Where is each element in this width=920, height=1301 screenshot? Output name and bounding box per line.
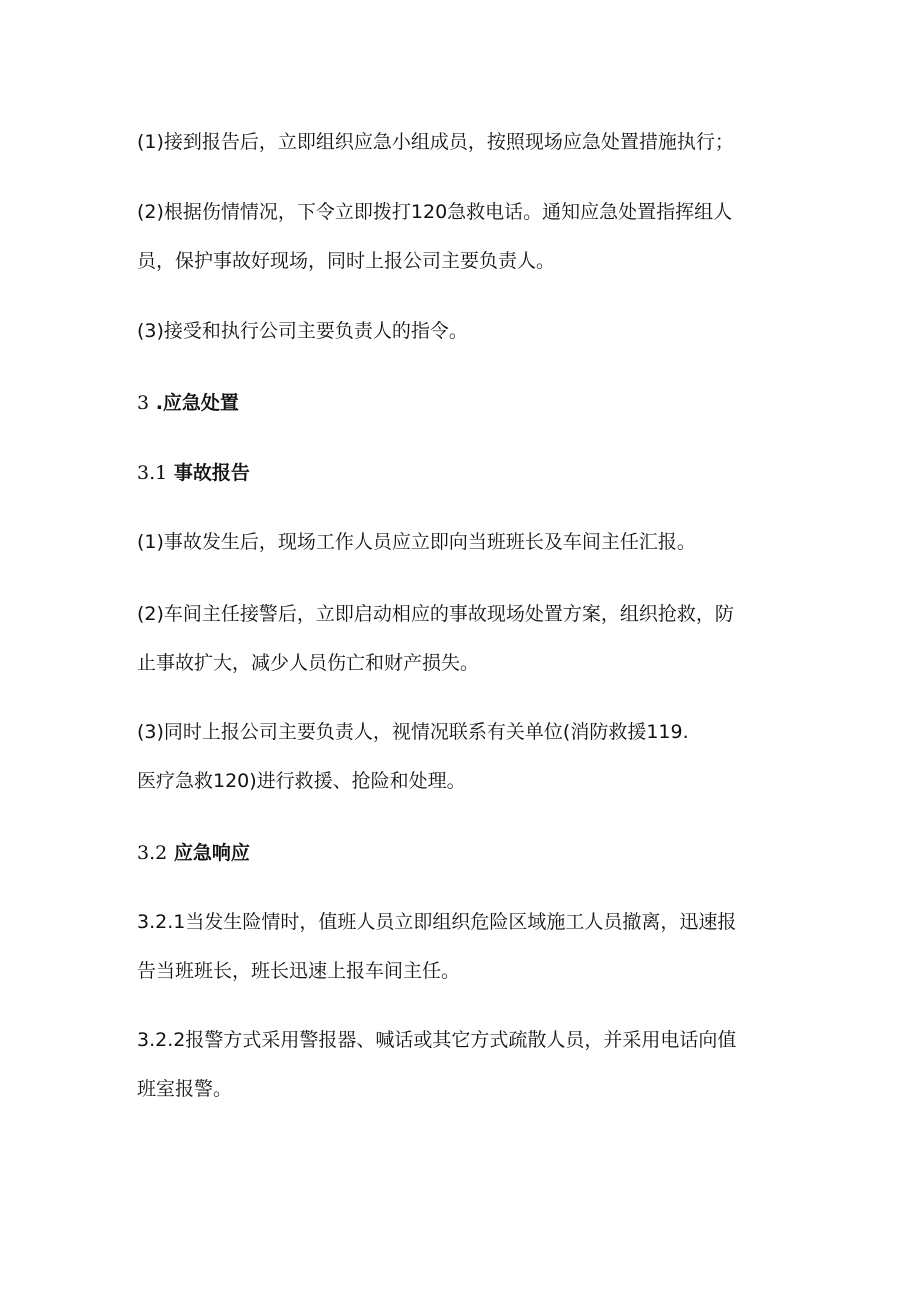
paragraph-5-line-1: (2)车间主任接警后，立即启动相应的事故现场处置方案，组织抢救，防 — [137, 603, 734, 625]
section-heading-3-title: .应急处置 — [149, 392, 239, 414]
paragraph-2-line-2: 员，保护事故好现场，同时上报公司主要负责人。 — [137, 250, 556, 272]
paragraph-8 — [137, 1016, 797, 1114]
section-heading-3-number: 3 — [137, 392, 150, 414]
paragraph-2 — [137, 188, 797, 286]
paragraph-3 — [137, 307, 797, 356]
section-heading-3-2 — [137, 838, 250, 868]
paragraph-1-line-1: (1)接到报告后，立即组织应急小组成员，按照现场应急处置措施执行； — [137, 131, 734, 153]
paragraph-7 — [137, 898, 797, 996]
paragraph-8-line-2: 班室报警。 — [137, 1078, 233, 1100]
paragraph-7-line-1: 3.2.1当发生险情时，值班人员立即组织危险区域施工人员撤离，迅速报 — [137, 911, 737, 933]
paragraph-4 — [137, 518, 797, 567]
section-heading-3-1 — [137, 458, 250, 488]
paragraph-8-line-1: 3.2.2报警方式采用警报器、喊话或其它方式疏散人员，并采用电话向值 — [137, 1029, 737, 1051]
section-heading-3 — [137, 388, 239, 418]
paragraph-6 — [137, 708, 797, 806]
section-heading-3-2-number: 3.2 — [137, 842, 168, 864]
paragraph-1 — [137, 118, 797, 167]
section-heading-3-2-title: 应急响应 — [167, 842, 250, 864]
section-heading-3-1-title: 事故报告 — [167, 462, 250, 484]
paragraph-5-line-2: 止事故扩大，减少人员伤亡和财产损失。 — [137, 652, 480, 674]
paragraph-6-line-1: (3)同时上报公司主要负责人，视情况联系有关单位(消防救援119. — [137, 721, 689, 743]
section-heading-3-1-number: 3.1 — [137, 462, 168, 484]
paragraph-4-line-1: (1)事故发生后，现场工作人员应立即向当班班长及车间主任汇报。 — [137, 531, 696, 553]
paragraph-2-line-1: (2)根据伤情情况，下令立即拨打120急救电话。通知应急处置指挥组人 — [137, 201, 733, 223]
paragraph-6-line-2: 医疗急救120)进行救援、抢险和处理。 — [137, 770, 466, 792]
paragraph-5 — [137, 590, 797, 688]
paragraph-3-line-1: (3)接受和执行公司主要负责人的指令。 — [137, 320, 468, 342]
paragraph-7-line-2: 告当班班长，班长迅速上报车间主任。 — [137, 960, 461, 982]
